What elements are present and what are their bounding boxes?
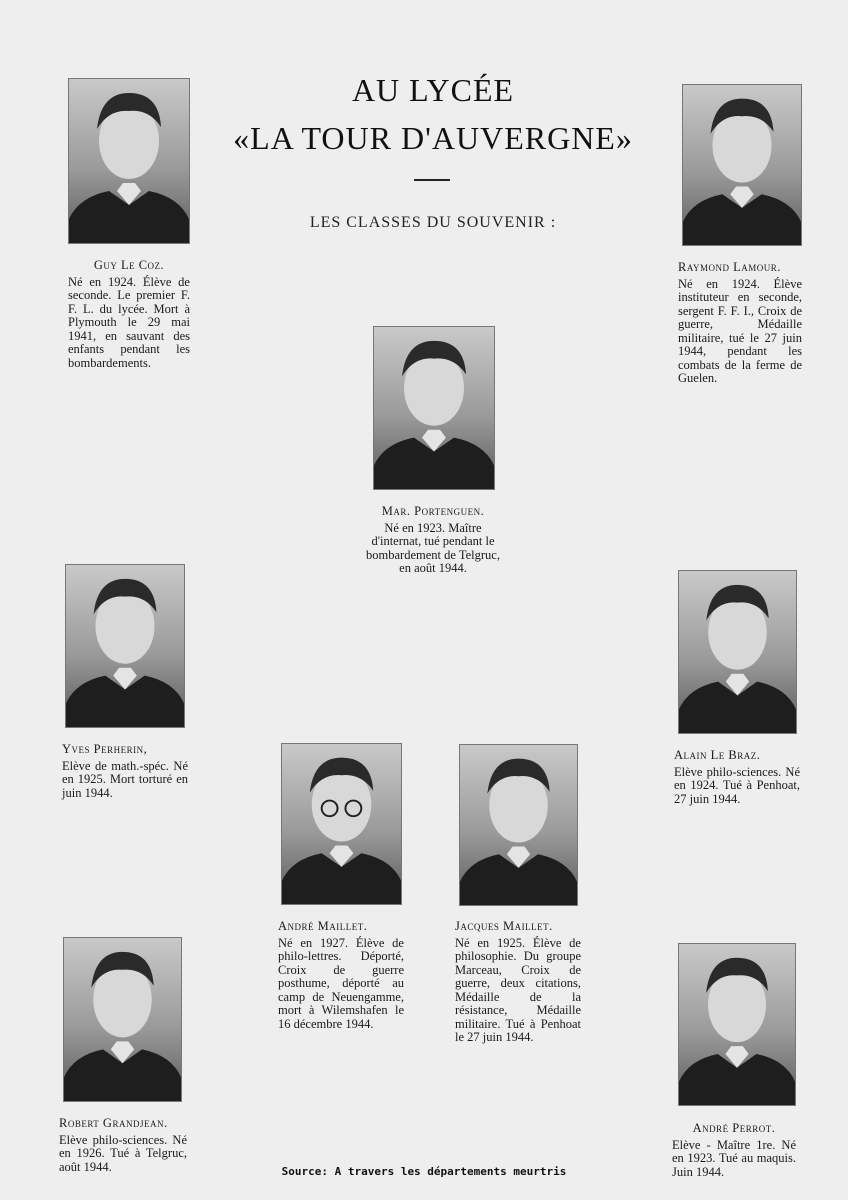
person-name: Mar. Portenguen. [381,504,485,518]
page-subtitle: LES CLASSES DU SOUVENIR : [309,214,557,231]
person-caption [674,749,800,806]
person-bio: Né en 1923. Maître d'internat, tué pendant le bombardement de Telgruc, en août 1944. [366,520,500,575]
person-caption [455,920,581,1045]
portrait-photo [68,78,190,244]
person-bio: Elève - Maître 1re. Né en 1923. Tué au maquis. Juin 1944. [672,1137,796,1179]
portrait-photo [678,570,797,734]
person-bio: Né en 1925. Élève de philosophie. Du groupe Marceau, Croix de guerre, deux citations, Médaille de la résistance, Médaille militaire. Tué à Penhoat le 27 juin 1944. [455,935,581,1044]
portrait-photo [281,743,402,905]
person-name: Jacques Maillet. [455,919,553,933]
person-caption [364,505,502,576]
source-credit: Source: A travers les départements meurtris [281,1165,567,1178]
person-name: Robert Grandjean. [59,1116,168,1130]
page-title-line-2: «LA TOUR D'AUVERGNE» [233,120,633,156]
person-name: Guy Le Coz. [93,258,165,272]
title-divider [414,179,450,181]
person-caption [678,261,802,386]
portrait-photo [678,943,796,1106]
portrait-photo [459,744,578,906]
person-bio: Né en 1927. Élève de philo-lettres. Déporté, Croix de guerre posthume, déporté au camp de Neuengamme, mort à Wilemshafen le 16 décembre 1944. [278,935,404,1031]
person-name: André Maillet. [278,919,368,933]
portrait-photo [65,564,185,728]
page-title-line-1: AU LYCÉE [351,72,515,108]
person-caption [278,920,404,1031]
person-name: Yves Perherin, [62,742,148,756]
portrait-photo [682,84,802,246]
person-bio: Elève philo-sciences. Né en 1926. Tué à Telgruc, août 1944. [59,1132,187,1174]
person-caption [68,259,190,370]
person-caption [62,743,188,800]
person-bio: Né en 1924. Élève de seconde. Le premier F. F. L. du lycée. Mort à Plymouth le 29 mai 1941, en sauvant des enfants pendant les bombardements. [68,274,190,370]
person-name: André Perrot. [692,1121,776,1135]
person-bio: Elève de math.-spéc. Né en 1925. Mort torturé en juin 1944. [62,758,188,800]
person-name: Alain Le Braz. [674,748,761,762]
portrait-photo [373,326,495,490]
portrait-photo [63,937,182,1102]
person-bio: Elève philo-sciences. Né en 1924. Tué à Penhoat, 27 juin 1944. [674,764,800,806]
person-name: Raymond Lamour. [678,260,781,274]
person-bio: Né en 1924. Élève instituteur en seconde, sergent F. F. I., Croix de guerre, Médaille militaire, tué le 27 juin 1944, pendant les combats de la ferme de Guelen. [678,276,802,385]
